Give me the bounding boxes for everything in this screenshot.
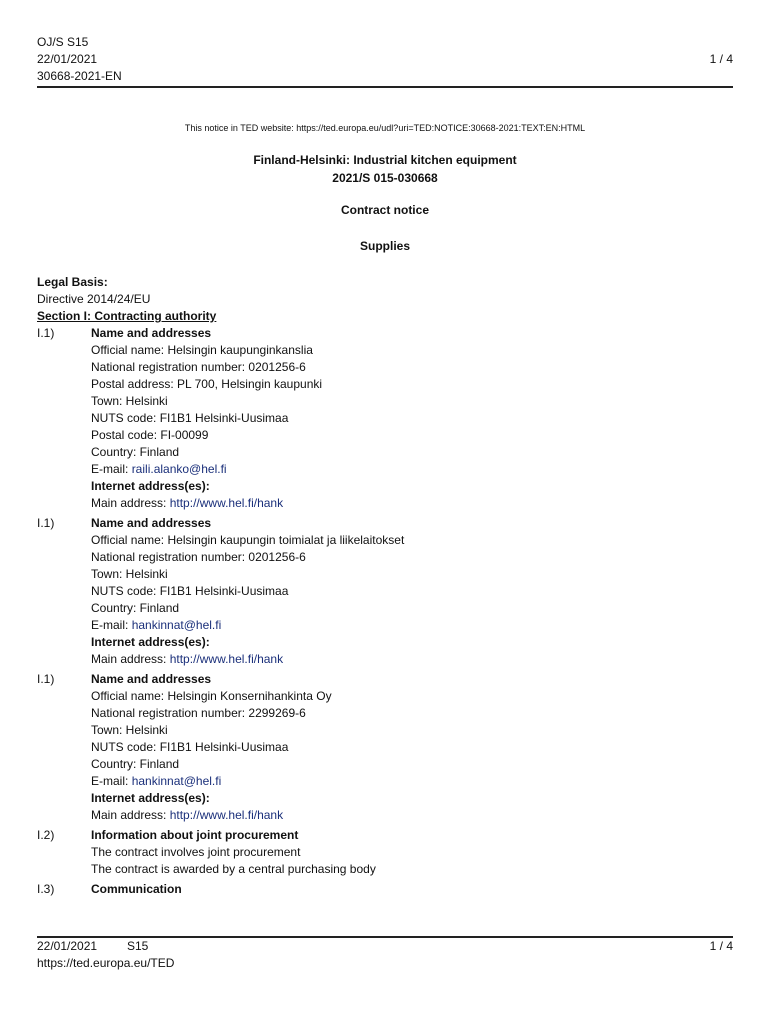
section-heading: Communication	[91, 882, 182, 896]
joint-line: The contract involves joint procurement	[91, 845, 301, 859]
internet-label: Internet address(es):	[91, 479, 210, 493]
joint-procurement	[37, 827, 733, 878]
notice-number: 2021/S 015-030668	[332, 171, 438, 185]
nuts-code: NUTS code: FI1B1 Helsinki-Uusimaa	[91, 411, 289, 425]
email-label: E-mail:	[91, 774, 129, 788]
town: Town: Helsinki	[91, 723, 168, 737]
legal-basis-label: Legal Basis:	[37, 275, 108, 289]
section-number: I.3)	[37, 882, 55, 896]
registration-number: National registration number: 0201256-6	[91, 550, 306, 564]
email-link[interactable]: raili.alanko@hel.fi	[131, 462, 227, 476]
section-number: I.1)	[37, 672, 55, 686]
main-address-row	[91, 495, 733, 512]
header-rule	[37, 86, 733, 88]
footer-url[interactable]: https://ted.europa.eu/TED	[37, 956, 175, 970]
category: Supplies	[359, 239, 410, 253]
main-address-link[interactable]: http://www.hel.fi/hank	[169, 496, 284, 510]
postal-code: Postal code: FI-00099	[91, 428, 209, 442]
country: Country: Finland	[91, 601, 180, 615]
official-name: Official name: Helsingin Konsernihankinta Oy	[91, 689, 332, 703]
header-page-number: 1 / 4	[709, 52, 733, 66]
email-row	[91, 773, 733, 790]
main-address-label: Main address:	[91, 496, 167, 510]
oj-number: OJ/S S15	[37, 35, 89, 49]
section-heading: Name and addresses	[91, 326, 212, 340]
communication	[37, 881, 733, 898]
town: Town: Helsinki	[91, 567, 168, 581]
main-address-link[interactable]: http://www.hel.fi/hank	[169, 808, 284, 822]
section-number: I.2)	[37, 828, 55, 842]
authority-2	[37, 515, 733, 668]
internet-label: Internet address(es):	[91, 635, 210, 649]
page-footer	[37, 938, 733, 972]
main-address-label: Main address:	[91, 808, 167, 822]
registration-number: National registration number: 2299269-6	[91, 706, 306, 720]
notice-body	[37, 274, 733, 901]
section-heading: Information about joint procurement	[91, 828, 299, 842]
ted-notice-link[interactable]: This notice in TED website: https://ted.europa.eu/udl?uri=TED:NOTICE:30668-2021:TEXT:EN:HTML	[184, 123, 586, 133]
legal-basis-value: Directive 2014/24/EU	[37, 292, 151, 306]
nuts-code: NUTS code: FI1B1 Helsinki-Uusimaa	[91, 584, 289, 598]
town: Town: Helsinki	[91, 394, 168, 408]
main-address-link[interactable]: http://www.hel.fi/hank	[169, 652, 284, 666]
official-name: Official name: Helsingin kaupunginkanslia	[91, 343, 313, 357]
email-link[interactable]: hankinnat@hel.fi	[131, 774, 222, 788]
email-label: E-mail:	[91, 618, 129, 632]
section-heading: Name and addresses	[91, 672, 212, 686]
email-row	[91, 617, 733, 634]
footer-date: 22/01/2021	[37, 939, 98, 953]
section-heading: Name and addresses	[91, 516, 212, 530]
email-link[interactable]: hankinnat@hel.fi	[131, 618, 222, 632]
page-header	[37, 34, 733, 85]
doc-type: Contract notice	[340, 203, 429, 217]
authority-3	[37, 671, 733, 824]
internet-label: Internet address(es):	[91, 791, 210, 805]
country: Country: Finland	[91, 757, 180, 771]
main-address-row	[91, 807, 733, 824]
joint-line: The contract is awarded by a central purchasing body	[91, 862, 376, 876]
notice-title	[0, 151, 770, 187]
footer-page-number: 1 / 4	[709, 939, 733, 953]
title-line: Finland-Helsinki: Industrial kitchen equipment	[253, 153, 517, 167]
email-label: E-mail:	[91, 462, 129, 476]
header-date: 22/01/2021	[37, 52, 98, 66]
country: Country: Finland	[91, 445, 180, 459]
main-address-row	[91, 651, 733, 668]
notice-ref: 30668-2021-EN	[37, 69, 122, 83]
email-row	[91, 461, 733, 478]
section-title: Section I: Contracting authority	[37, 309, 217, 323]
footer-series: S15	[127, 939, 149, 953]
main-address-label: Main address:	[91, 652, 167, 666]
authority-1	[37, 325, 733, 512]
official-name: Official name: Helsingin kaupungin toimialat ja liikelaitokset	[91, 533, 405, 547]
section-number: I.1)	[37, 326, 55, 340]
section-number: I.1)	[37, 516, 55, 530]
nuts-code: NUTS code: FI1B1 Helsinki-Uusimaa	[91, 740, 289, 754]
registration-number: National registration number: 0201256-6	[91, 360, 306, 374]
postal-address: Postal address: PL 700, Helsingin kaupunki	[91, 377, 323, 391]
